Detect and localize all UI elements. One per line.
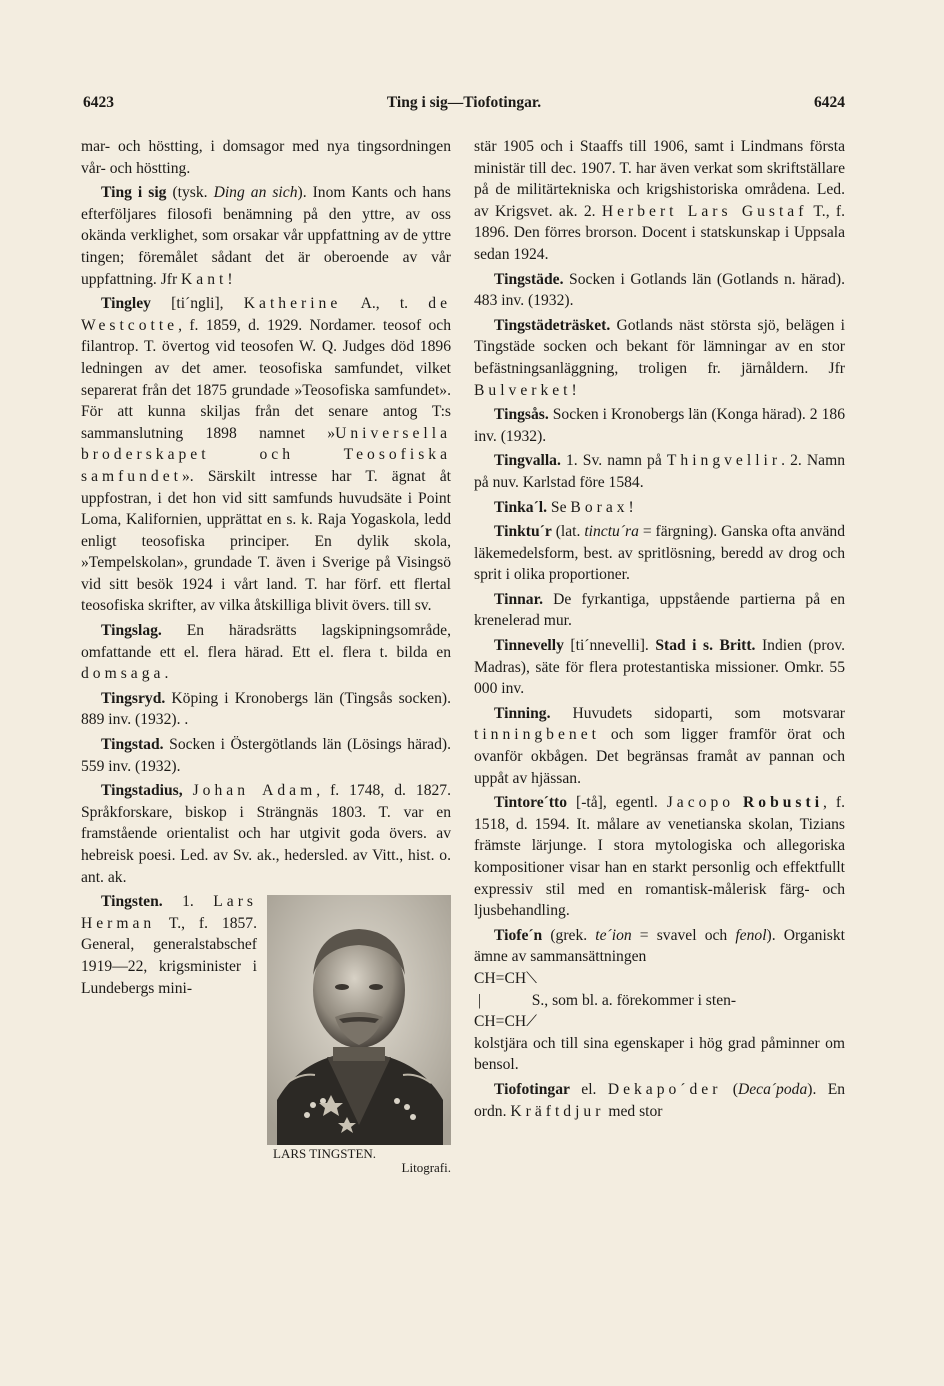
- entry-text: [183, 782, 193, 799]
- entry-text: ). Inom Kants och hans efterföljares filosofi benämning på den yttre, av oss okända verklighet, som orsakar vår uppfattning av de yttre tingen; föremålet sådant det är oberoende av vår uppfattning. Jfr: [81, 184, 452, 288]
- entry-text: (: [721, 1080, 738, 1098]
- cross-reference: Kräftdjur: [510, 1102, 605, 1120]
- entry-tingstad: [81, 734, 451, 777]
- spaced-name: Katherine: [243, 295, 342, 313]
- bond-down-icon: ⟍: [526, 969, 538, 987]
- portrait-figure: [267, 895, 451, 1175]
- entry-text: .: [164, 665, 169, 683]
- entry-text: [ti´nnevelli].: [563, 637, 656, 655]
- entry-text: kolstjära och till sina egenskaper i hög grad påminner om bensol.: [474, 1034, 845, 1074]
- cross-reference: Borax: [570, 498, 629, 516]
- headword: Tiofotingar: [494, 1080, 570, 1098]
- spaced-name: Jacopo: [666, 794, 735, 812]
- entry-text: Köping i Kronobergs län (Tingsås socken). 889 inv. (1932). .: [81, 689, 451, 729]
- page-header: [83, 94, 845, 114]
- cross-reference: Bulverket: [474, 381, 572, 399]
- formula-top: CH=CH: [474, 969, 527, 987]
- entry-text: !: [571, 381, 577, 399]
- entry-text: (tysk.: [166, 184, 214, 202]
- entry-tingstadius: [81, 780, 451, 888]
- entry-text: T., f. 1857. General, generalstabschef 1919—22, krigsminister i Lundebergs mini-: [81, 914, 257, 997]
- headword: Tingslag.: [101, 622, 162, 640]
- entry-text: De fyrkantiga, uppstående partierna på en krenelerad mur.: [474, 590, 845, 630]
- entry-text: Socken i Östergötlands län (Lösings härad). 559 inv. (1932).: [81, 736, 451, 775]
- spaced-term: Dekapo´der: [607, 1080, 722, 1098]
- headword: Tingsten.: [101, 893, 163, 911]
- entry-text: Socken i Kronobergs län (Konga härad). 2 186 inv. (1932).: [474, 406, 845, 445]
- entry-text: !: [628, 498, 634, 516]
- entry-text: el.: [569, 1080, 608, 1098]
- entry-continuation: mar- och höstting, i domsagor med nya tingsordningen vår- och höstting.: [81, 138, 451, 177]
- headword: Tiofe´n: [494, 926, 543, 944]
- headword: Tingstad.: [101, 736, 164, 754]
- spaced-name: Herbert Lars Gustaf: [601, 202, 808, 220]
- spaced-name: Universella broderskapet och Teosofiska samfundet: [81, 424, 451, 485]
- portrait-caption: [267, 1147, 451, 1175]
- headword: Tinnevelly: [494, 637, 564, 655]
- entry-tingley: [81, 293, 451, 617]
- entry-italic: Deca´poda: [737, 1080, 808, 1098]
- entry-text: , f. 1859, d. 1929. Nordamer. teosof och filantrop. T. övertog vid teosofen W. Q. Judges död 1896 ledningen av det amer. teosofiska samfundet, vilket separerat från det 1875 grundade »Teosofiska samfundet». För att kunna skiljas från det senare antog T:s sammanslutning 1898 namnet »: [81, 316, 451, 442]
- headword: Tingstäde.: [494, 270, 564, 288]
- spaced-term: domsaga: [81, 665, 165, 683]
- entry-text: , f. 1518, d. 1594. It. målare av venetianska skolan, Tizians främste lärjunge. I stora mytologiska och allegoriska kompositioner visar han en starkt personlig och effektfullt expressiv stil med en romantisk-målerisk färg- och ljusbehandling.: [474, 794, 845, 920]
- entry-text: stär 1905 och i Staaffs till 1906, samt i Lindmans första ministär till dec. 1907. T. har även verkat som skriftställare på de militärtekniska och krigshistoriska områdena. Led. av Krigsvet. ak. 2.: [474, 138, 845, 220]
- entry-text: ). En ordn.: [474, 1080, 846, 1120]
- entry-text: = färgning). Ganska ofta använd läkemedelsform, best. av spritlösning, beredd av drog och sprit i olika proportioner.: [474, 523, 845, 584]
- entry-text: = svavel och: [631, 926, 736, 944]
- entry-tinnevelly: [474, 635, 845, 700]
- page-number-right: 6424: [814, 94, 845, 111]
- spaced-name: de Westcotte: [81, 295, 451, 334]
- entry-text: Indien (prov. Madras), säte för flera protestantiska missioner. Omkr. 55 000 inv.: [474, 637, 846, 698]
- entry-tingstade: [474, 269, 845, 312]
- entry-tingsryd: [81, 688, 451, 731]
- entry-text: [-tå], egentl.: [567, 794, 667, 812]
- headword: Tinnar.: [494, 590, 543, 608]
- entry-bold: Stad i s. Britt.: [655, 637, 756, 655]
- entry-tinktur: [474, 521, 845, 586]
- entry-ting-i-sig: [81, 182, 451, 290]
- entry-tinkal: [474, 497, 845, 519]
- entry-text: Huvudets sidoparti, som motsvarar: [550, 704, 845, 722]
- headword: Tinktu´r: [494, 523, 552, 541]
- headword: Tinka´l.: [494, 498, 548, 516]
- headword: Tingstadius,: [101, 782, 183, 800]
- entry-italic: te´ion: [595, 926, 632, 944]
- spaced-name: Johan Adam: [192, 782, 317, 800]
- entry-text: Se: [547, 498, 571, 516]
- headword: Tingley: [101, 295, 151, 313]
- spaced-term: tinningbenet: [474, 726, 600, 744]
- entry-tinnar: [474, 589, 845, 632]
- page-number-left: 6423: [83, 94, 114, 111]
- entry-tingsas: [474, 404, 845, 447]
- entry-continuation: [474, 136, 845, 266]
- entry-text: En häradsrätts lagskipningsområde, omfattande ett el. flera härad. Ett el. flera t. bilda en: [81, 622, 451, 661]
- bond-vertical-icon: |: [474, 991, 532, 1009]
- entry-text: och som ligger framför örat och ovanför okbågen. Det begränsas framåt av pannan och uppåt av hjässan.: [474, 726, 845, 787]
- entry-text: (lat.: [551, 523, 585, 541]
- bond-up-icon: ⟋: [526, 1013, 538, 1031]
- entry-italic: tinctu´ra: [584, 523, 639, 541]
- entry-text: ). Organiskt ämne av sammansättningen: [474, 926, 845, 966]
- entry-text: (grek.: [542, 926, 596, 944]
- entry-text: A., t.: [341, 295, 429, 313]
- headword: Tinning.: [494, 704, 551, 722]
- right-column: [474, 136, 845, 1125]
- entry-tingvalla: [474, 450, 845, 493]
- headword: Tingsryd.: [101, 689, 166, 707]
- entry-tingstadetrasket: [474, 315, 845, 401]
- entry-text: Socken i Gotlands län (Gotlands n. härad). 483 inv. (1932).: [474, 270, 845, 310]
- running-title: Ting i sig—Tiofotingar.: [386, 94, 542, 111]
- entry-text: , f. 1748, d. 1827. Språkforskare, biskop i Strängnäs 1803. T. var en framstående orientalist och har utgivit goda övers. av hebreisk poesi. Led. av Sv. ak., hedersled. av Vitt., hist. o. ant. ak.: [81, 782, 451, 886]
- formula-bottom: CH=CH: [474, 1013, 527, 1031]
- caption-name: LARS TINGSTEN.: [273, 1146, 377, 1162]
- entry-text: !: [227, 270, 233, 288]
- cross-reference: Kant: [181, 270, 228, 288]
- headword: Tingsås.: [494, 406, 549, 424]
- entry-text: . 2. Namn på nuv. Karlstad före 1584.: [474, 452, 846, 491]
- entry-tinning: [474, 703, 845, 789]
- left-column: [81, 136, 451, 1179]
- entry-text: [ti´ngli],: [150, 295, 244, 313]
- entry-text: T., f. 1896. Den förres brorson. Docent i statskunskap i Uppsala sedan 1924.: [474, 202, 845, 263]
- entry-tiofotingar: [474, 1079, 845, 1122]
- entry-text: [734, 794, 743, 811]
- entry-text: 1.: [162, 893, 214, 911]
- headword: Tintore´tto: [494, 794, 568, 812]
- formula-middle: S., som bl. a. förekommer i sten-: [531, 991, 737, 1009]
- entry-text: 1. Sv. namn på: [560, 452, 667, 470]
- cross-reference: Thingvellir: [666, 452, 782, 470]
- entry-text: med stor: [604, 1102, 663, 1120]
- spaced-name-bold: Robusti: [743, 794, 824, 812]
- entry-tingslag: [81, 620, 451, 685]
- entry-italic: Ding an sich: [213, 184, 298, 202]
- portrait-lithograph: [267, 895, 451, 1145]
- headword: Tingvalla.: [494, 452, 561, 470]
- caption-subtitle: Litografi.: [401, 1160, 451, 1176]
- entry-text: Gotlands näst största sjö, belägen i Tingstäde socken och bekant för lämningar av en stor befästningsanläggning, troligen fr. järnåldern. Jfr: [474, 316, 845, 377]
- headword: Tingstädeträsket.: [494, 316, 611, 334]
- spaced-name: Lars Herman: [81, 893, 257, 932]
- entry-italic: fenol: [735, 926, 767, 944]
- entry-tiofen: [474, 925, 845, 1076]
- entry-tintoretto: [474, 792, 845, 922]
- headword: Ting i sig: [101, 184, 167, 202]
- entry-text: ». Särskilt intresse har T. ägnat åt uppfostran, i det hon vid sitt samfunds huvudsäte i Point Loma, Kalifornien, upprättat en s. k. Raja Yogaskola, ledd enligt teosofiska principer. En dylik skola, »Tempelskolan», grundade T. även i Sverige på Visingsö vid sitt besök 1924 i vårt land. T. har förf. ett flertal teosofiska skrifter, av vilka åtskilliga blivit övers. till sv.: [81, 467, 451, 615]
